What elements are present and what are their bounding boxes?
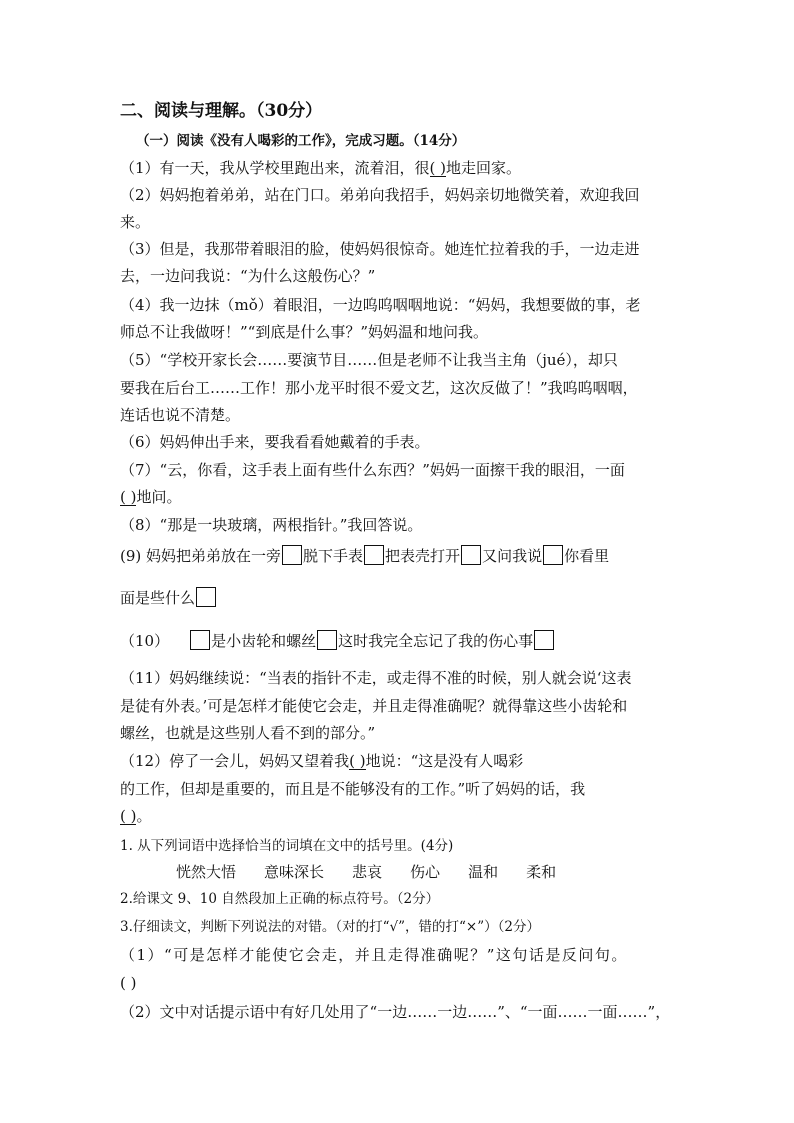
text: (9) 妈妈把弟弟放在一旁 bbox=[120, 547, 282, 565]
text: 脱下手表 bbox=[303, 547, 364, 565]
answer-paren-1[interactable]: ( ) bbox=[120, 974, 137, 992]
answer-blank-3[interactable]: ( ) bbox=[349, 752, 366, 770]
punctuation-box[interactable] bbox=[317, 630, 337, 650]
text: 你看里 bbox=[564, 547, 610, 565]
paragraph-8: （8）“那是一块玻璃，两根指针。”我回答说。 bbox=[120, 516, 423, 534]
text: 是小齿轮和螺丝 bbox=[211, 632, 317, 650]
text: 地说：“这是没有人喝彩 bbox=[365, 752, 524, 770]
paragraph-11-line-3: 螺丝，也就是这些别人看不到的部分。” bbox=[120, 724, 376, 742]
word-choice: 伤心 bbox=[410, 863, 441, 881]
paragraph-12-line-3 bbox=[120, 806, 152, 826]
word-choices bbox=[176, 862, 584, 882]
answer-blank-4[interactable]: ( ) bbox=[120, 807, 137, 825]
paragraph-1 bbox=[120, 158, 521, 178]
punctuation-box[interactable] bbox=[364, 545, 384, 565]
text: 地问。 bbox=[136, 488, 182, 506]
paragraph-9-line-1 bbox=[120, 545, 609, 566]
word-choice: 温和 bbox=[468, 863, 499, 881]
text: 地走回家。 bbox=[446, 159, 522, 177]
paragraph-5-line-1: （5）“学校开家长会……要演节目……但是老师不让我当主角（jué），却只 bbox=[120, 351, 618, 369]
text: （10） bbox=[120, 632, 170, 650]
question-1: 1. 从下列词语中选择恰当的词填在文中的括号里。(4分) bbox=[120, 838, 454, 854]
paragraph-11-line-2: 是徒有外表。’可是怎样才能使它会走，并且走得准确呢？就得靠这些小齿轮和 bbox=[120, 697, 628, 715]
text: 面是些什么 bbox=[120, 589, 196, 607]
answer-blank-1[interactable]: ( ) bbox=[429, 159, 447, 177]
paragraph-12-line-2: 的工作，但却是重要的，而且是不能够没有的工作。”听了妈妈的话，我 bbox=[120, 780, 586, 798]
text: 这时我完全忘记了我的伤心事 bbox=[338, 632, 534, 650]
answer-blank-2[interactable]: ( ) bbox=[120, 488, 137, 506]
question-3-item-1: （1）“可是怎样才能使它会走，并且走得准确呢？”这句话是反问句。 bbox=[120, 946, 628, 964]
paragraph-11-line-1: （11）妈妈继续说：“当表的指针不走，或走得不准的时候，别人就会说‘这表 bbox=[120, 669, 632, 687]
paragraph-7-line-1: （7）“云，你看，这手表上面有些什么东西？”妈妈一面擦干我的眼泪，一面 bbox=[120, 461, 625, 479]
text: 把表壳打开 bbox=[385, 547, 461, 565]
paragraph-2-line-2: 来。 bbox=[120, 213, 151, 231]
paragraph-4-line-2: 师总不让我做呀！”“到底是什么事？”妈妈温和地问我。 bbox=[120, 323, 489, 341]
word-choice: 柔和 bbox=[526, 863, 557, 881]
word-choice: 悲哀 bbox=[352, 863, 383, 881]
punctuation-box[interactable] bbox=[543, 545, 563, 565]
section-title: 二、阅读与理解。（30分） bbox=[120, 101, 323, 121]
punctuation-box[interactable] bbox=[282, 545, 302, 565]
question-3: 3.仔细读文，判断下列说法的对错。（对的打“√”，错的打“×”）（2分） bbox=[120, 919, 540, 935]
text: 。 bbox=[136, 807, 152, 825]
punctuation-box[interactable] bbox=[461, 545, 481, 565]
paragraph-6: （6）妈妈伸出手来，要我看看她戴着的手表。 bbox=[120, 433, 430, 451]
paragraph-9-line-2 bbox=[120, 587, 217, 608]
word-choice: 恍然大悟 bbox=[176, 863, 237, 881]
text: （12）停了一会儿，妈妈又望着我 bbox=[120, 752, 350, 770]
paragraph-12-line-1 bbox=[120, 751, 523, 771]
text: 又问我说 bbox=[482, 547, 543, 565]
paragraph-5-line-3: 连话也说不清楚。 bbox=[120, 406, 241, 424]
paragraph-5-line-2: 要我在后台工……工作！那小龙平时很不爱文艺，这次反做了！”我呜呜咽咽， bbox=[120, 379, 638, 397]
paragraph-4-line-1: （4）我一边抹（mǒ）着眼泪，一边呜呜咽咽地说：“妈妈，我想要做的事，老 bbox=[120, 296, 641, 314]
paragraph-2-line-1: （2）妈妈抱着弟弟，站在门口。弟弟向我招手，妈妈亲切地微笑着，欢迎我回 bbox=[120, 186, 640, 204]
punctuation-box[interactable] bbox=[196, 587, 216, 607]
paragraph-3-line-1: （3）但是，我那带着眼泪的脸，使妈妈很惊奇。她连忙拉着我的手，一边走进 bbox=[120, 240, 640, 258]
text: （1）有一天，我从学校里跑出来，流着泪，很 bbox=[120, 159, 430, 177]
paragraph-7-line-2 bbox=[120, 487, 182, 507]
question-2: 2.给课文 9、10 自然段加上正确的标点符号。（2分） bbox=[120, 891, 440, 907]
subsection-title: （一）阅读《没有人喝彩的工作》，完成习题。（14分） bbox=[136, 133, 466, 149]
punctuation-box[interactable] bbox=[534, 630, 554, 650]
paragraph-3-line-2: 去，一边问我说：“为什么这般伤心？” bbox=[120, 267, 376, 285]
question-3-item-2: （2）文中对话提示语中有好几处用了“一边……一边……”、“一面……一面……”， bbox=[120, 1003, 671, 1021]
punctuation-box[interactable] bbox=[190, 630, 210, 650]
paragraph-10 bbox=[120, 630, 555, 651]
word-choice: 意味深长 bbox=[264, 863, 325, 881]
